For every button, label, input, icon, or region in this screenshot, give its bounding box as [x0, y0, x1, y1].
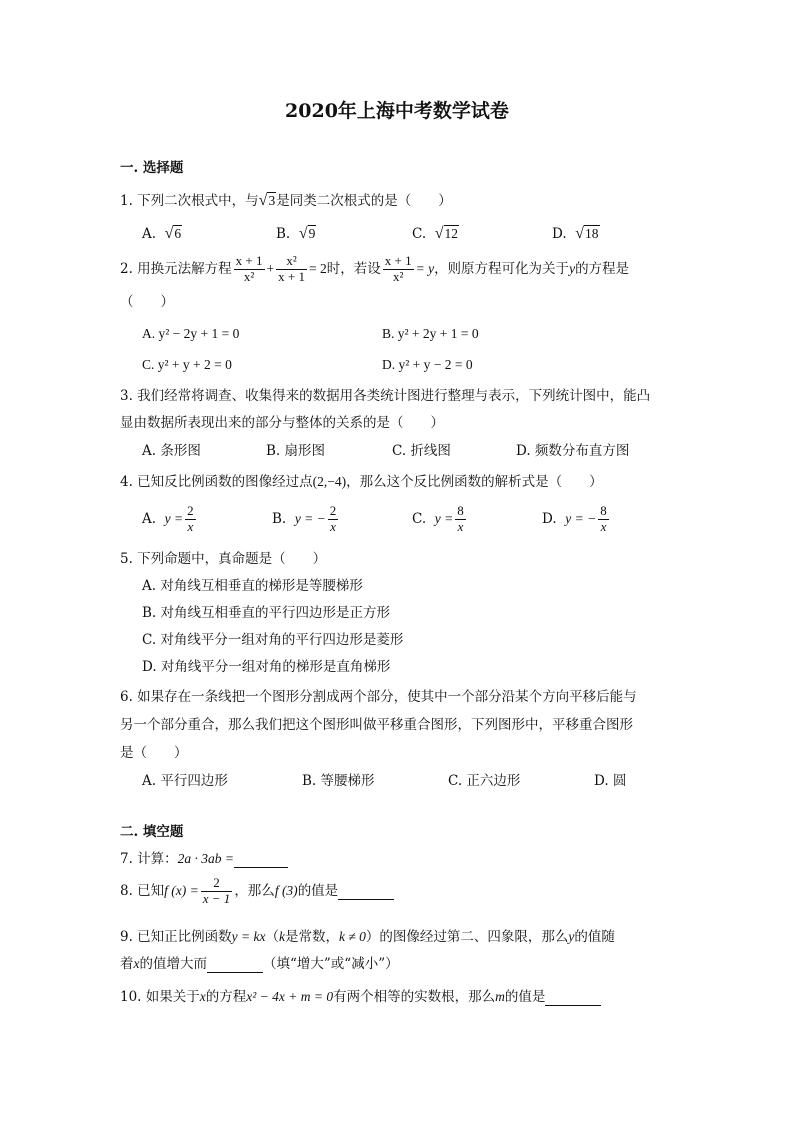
answer-blank[interactable]: [338, 883, 394, 900]
question-6-line-1: 6. 如果存在一条线把一个图形分割成两个部分，使其中一个部分沿某个方向平移后能与: [120, 689, 637, 705]
section-heading-choice: 一. 选择题: [120, 160, 184, 176]
question-1-option-c[interactable]: C. √12: [412, 225, 459, 242]
question-6-line-3: 是（ ）: [120, 745, 188, 761]
question-6-option-d[interactable]: D. 圆: [594, 773, 627, 789]
question-1-option-b[interactable]: B. √9: [276, 225, 316, 242]
question-3-line-2: 显由数据所表现出来的部分与整体的关系的是（ ）: [120, 415, 444, 431]
fraction-3: $\frac{x + 1}{\text{x²}}$: [384, 253, 412, 284]
fraction-1: $\frac{x + 1}{\text{x²}}$: [235, 253, 263, 284]
question-1-option-d[interactable]: D. √18: [552, 225, 599, 242]
question-9-line-2: 着x的值增大而 （填“增大”或“减小”）: [120, 956, 399, 972]
question-1-option-a[interactable]: A. √6: [142, 225, 182, 242]
question-3-option-a[interactable]: A. 条形图: [142, 443, 201, 459]
question-5-option-b[interactable]: B. 对角线互相垂直的平行四边形是正方形: [142, 605, 391, 621]
question-5-stem: 5. 下列命题中，真命题是（ ）: [120, 551, 327, 567]
question-4-option-a[interactable]: A. y = $\frac{2}{x}$: [142, 503, 194, 534]
question-5-option-d[interactable]: D. 对角线平分一组对角的梯形是直角梯形: [142, 659, 391, 675]
question-2-option-b[interactable]: B. y² + 2y + 1 = 0: [382, 326, 479, 341]
question-5-option-c[interactable]: C. 对角线平分一组对角的平行四边形是菱形: [142, 632, 404, 648]
question-4-option-c[interactable]: C. y = $\frac{8}{x}$: [412, 503, 464, 534]
question-4-option-d[interactable]: D. y = − $\frac{8}{x}$: [542, 503, 607, 534]
question-3-line-1: 3. 我们经常将调查、收集得来的数据用各类统计图进行整理与表示，下列统计图中，能凸: [120, 388, 651, 404]
question-6-option-a[interactable]: A. 平行四边形: [142, 773, 228, 789]
question-8: 8. 已知f (x) = $\frac{2}{x - 1}$ ，那么f (3)的值是: [120, 876, 394, 907]
question-3-option-c[interactable]: C. 折线图: [392, 443, 451, 459]
question-4-stem: 4. 已知反比例函数的图像经过点(2,−4)，那么这个反比例函数的解析式是（ ）: [120, 474, 603, 490]
answer-blank[interactable]: [234, 851, 288, 868]
question-2-option-a[interactable]: A. y² − 2y + 1 = 0: [142, 326, 240, 341]
question-2-stem: 2. 用换元法解方程 $\frac{x + 1}{\text{x²}}$ + $\frac{\text{x²}}{x + 1}$ = 2时，若设 $\frac{x + 1}{\text{x²}}$ = y，则原方程可化为关于y的方程是: [120, 253, 630, 284]
question-2-option-c[interactable]: C. y² + y + 2 = 0: [142, 357, 232, 372]
section-heading-fill: 二. 填空题: [120, 824, 184, 840]
question-3-option-d[interactable]: D. 频数分布直方图: [516, 443, 630, 459]
answer-blank[interactable]: [207, 956, 263, 973]
question-2-paren: （ ）: [120, 294, 174, 310]
question-3-option-b[interactable]: B. 扇形图: [266, 443, 326, 459]
question-6-line-2: 另一个部分重合，那么我们把这个图形叫做平移重合图形，下列图形中，平移重合图形: [120, 717, 633, 733]
question-6-option-c[interactable]: C. 正六边形: [448, 773, 521, 789]
question-1-stem: 1. 下列二次根式中，与√3是同类二次根式的是（ ）: [120, 192, 452, 209]
fraction: $\frac{2}{x - 1}$: [202, 875, 231, 906]
question-10: 10. 如果关于x的方程x² − 4x + m = 0有两个相等的实数根，那么m的值是: [120, 989, 601, 1006]
fraction-2: $\frac{\text{x²}}{x + 1}$: [278, 253, 305, 284]
question-4-option-b[interactable]: B. y = − $\frac{2}{x}$: [272, 503, 337, 534]
question-5-option-a[interactable]: A. 对角线互相垂直的梯形是等腰梯形: [142, 578, 363, 594]
question-7: 7. 计算：2a · 3ab =: [120, 851, 288, 868]
question-9-line-1: 9. 已知正比例函数y = kx（k是常数，k ≠ 0）的图像经过第二、四象限，那么y的值随: [120, 929, 615, 945]
question-6-option-b[interactable]: B. 等腰梯形: [302, 773, 375, 789]
answer-blank[interactable]: [545, 989, 601, 1006]
question-2-option-d[interactable]: D. y² + y − 2 = 0: [382, 357, 473, 372]
sqrt-3: √3: [258, 192, 276, 209]
page-title: 2020年上海中考数学试卷: [285, 100, 509, 122]
